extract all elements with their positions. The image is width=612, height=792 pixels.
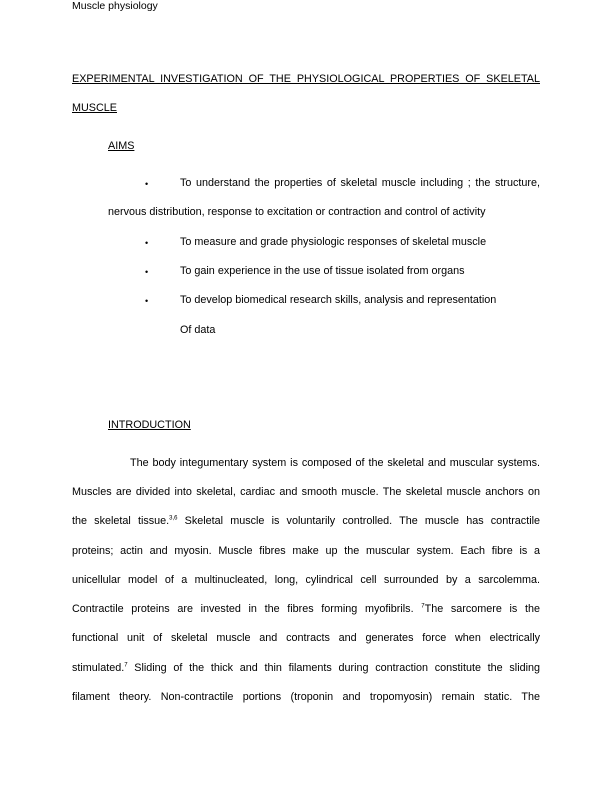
citation-7a: 7 [421, 603, 425, 610]
running-header: Muscle physiology [72, 0, 158, 12]
citation-7b: 7 [124, 662, 128, 669]
bullet-1: • [145, 179, 149, 189]
intro-line-8-b: Sliding of the thick and thin filaments during contraction constitute the sliding [127, 662, 540, 674]
intro-line-3 [72, 515, 540, 527]
intro-line-1: The body integumentary system is composed of the skeletal and muscular systems. [130, 457, 540, 469]
intro-line-6 [72, 603, 540, 615]
citation-3-6: 3,6 [169, 515, 178, 522]
bullet-4: • [145, 296, 149, 306]
document-title-line-1: EXPERIMENTAL INVESTIGATION OF THE PHYSIOLOGICAL PROPERTIES OF SKELETAL [72, 73, 540, 85]
aim-4-line-2: Of data [180, 324, 216, 336]
intro-line-9: filament theory. Non-contractile portions (troponin and tropomyosin) remain static. The [72, 691, 540, 703]
aim-4-line-1: To develop biomedical research skills, analysis and representation [180, 294, 497, 306]
intro-line-2: Muscles are divided into skeletal, cardiac and smooth muscle. The skeletal muscle anchors on [72, 486, 540, 498]
aims-heading: AIMS [108, 140, 135, 152]
intro-line-8-a: stimulated. [72, 662, 125, 674]
aim-2: To measure and grade physiologic responses of skeletal muscle [180, 236, 487, 248]
introduction-heading: INTRODUCTION [108, 419, 191, 431]
bullet-2: • [145, 238, 149, 248]
intro-line-5: unicellular model of a multinucleated, long, cylindrical cell surrounded by a sarcolemma. [72, 574, 540, 586]
intro-line-3-a: the skeletal tissue. [72, 515, 170, 527]
intro-line-7: functional unit of skeletal muscle and contracts and generates force when electrically [72, 632, 540, 644]
aim-1-line-2: nervous distribution, response to excitation or contraction and control of activity [108, 206, 486, 218]
intro-line-6-a: Contractile proteins are invested in the fibres forming myofibrils. [72, 603, 414, 615]
intro-line-8 [72, 662, 540, 674]
bullet-3: • [145, 267, 149, 277]
intro-line-6-b: The sarcomere is the [424, 603, 541, 615]
aim-1-line-1: To understand the properties of skeletal muscle including ; the structure, [180, 177, 540, 189]
intro-line-4: proteins; actin and myosin. Muscle fibres make up the muscular system. Each fibre is a [72, 545, 540, 557]
intro-line-3-b: Skeletal muscle is voluntarily controlled. The muscle has contractile [177, 515, 540, 527]
aim-3: To gain experience in the use of tissue isolated from organs [180, 265, 465, 277]
document-title-line-2: MUSCLE [72, 102, 117, 114]
